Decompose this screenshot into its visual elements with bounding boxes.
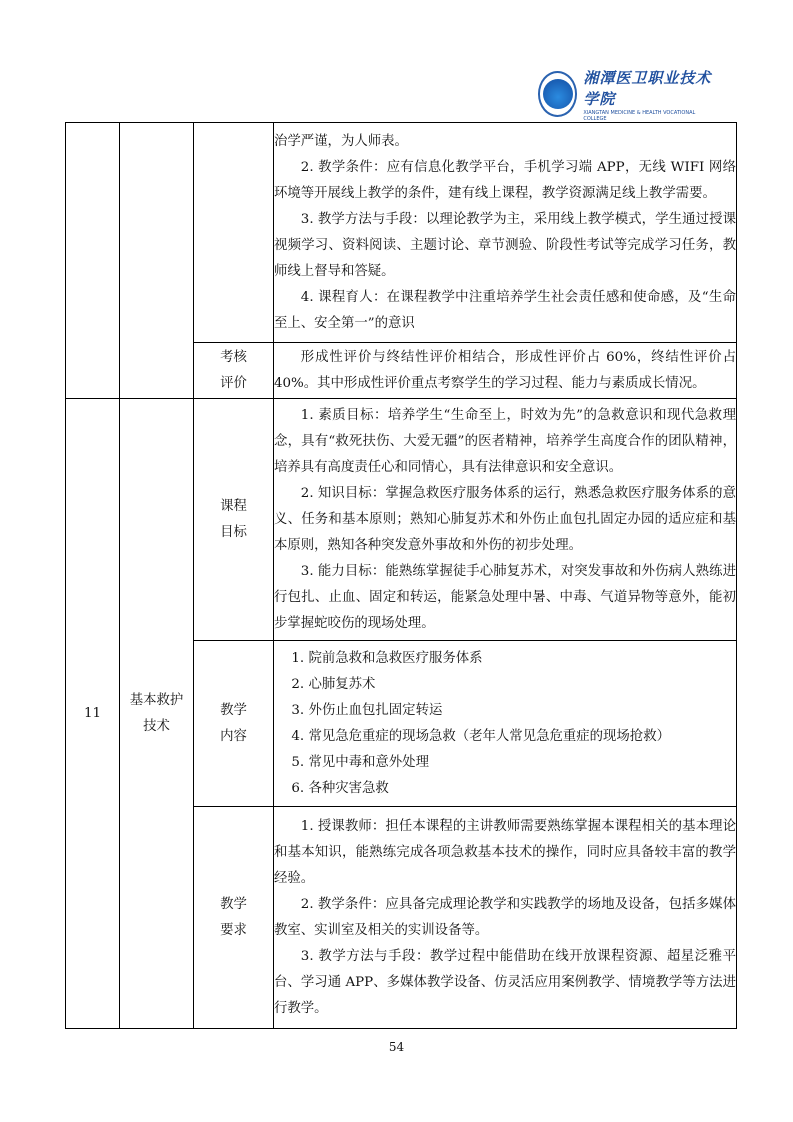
content-label-cell: [194, 641, 274, 807]
goal-item-quality: 1. 素质目标：培养学生“生命至上，时效为先”的急救意识和现代急救理念，具有“救死扶伤、大爱无疆”的医者精神，培养学生高度合作的团队精神，培养具有高度责任心和同情心，具有法律意识和安全意识。: [274, 407, 736, 475]
content-label-line1: 教学: [220, 702, 247, 718]
content-item: 5. 常见中毒和意外处理: [291, 754, 429, 770]
content-label-line2: 内容: [220, 728, 247, 744]
course-number: 11: [83, 706, 102, 721]
req-item-teacher: 1. 授课教师：担任本课程的主讲教师需要熟练掌握本课程相关的基本理论和基本知识，能熟练完成各项急救基本技术的操作，同时应具备较丰富的教学经验。: [274, 818, 736, 886]
goals-label-cell: [194, 399, 274, 641]
goals-content-cell: [274, 399, 737, 641]
college-logo: [538, 68, 718, 120]
page-number: 54: [388, 1040, 405, 1054]
goals-label-line2: 目标: [220, 524, 247, 540]
prev-req-para-1: 2. 教学条件：应有信息化教学平台，手机学习端 APP，无线 WIFI 网络环境等开展线上教学的条件，建有线上课程，教学资源满足线上教学需要。: [274, 159, 736, 201]
table-row-goals: [66, 399, 737, 641]
req-label-line2: 要求: [220, 922, 247, 938]
content-item: 1. 院前急救和急救医疗服务体系: [291, 650, 483, 666]
goals-label-line1: 课程: [220, 498, 247, 514]
assessment-text: 形成性评价与终结性评价相结合，形成性评价占 60%，终结性评价占 40%。其中形成性评价重点考察学生的学习过程、能力与素质成长情况。: [274, 349, 736, 391]
req-content-cell: [274, 807, 737, 1029]
content-item: 6. 各种灾害急救: [291, 780, 389, 796]
prev-req-content-cell: [274, 123, 737, 343]
assessment-content-cell: [274, 343, 737, 399]
goal-item-ability: 3. 能力目标：能熟练掌握徒手心肺复苏术，对突发事故和外伤病人熟练进行包扎、止血、固定和转运，能紧急处理中暑、中毒、气道异物等意外，能初步掌握蛇咬伤的现场处理。: [274, 563, 736, 631]
content-item: 4. 常见急危重症的现场急救（老年人常见急危重症的现场抢救）: [291, 728, 670, 744]
req-item-methods: 3. 教学方法与手段：教学过程中能借助在线开放课程资源、超星泛雅平台、学习通 APP、多媒体教学设备、仿灵活应用案例教学、情境教学等方法进行教学。: [274, 948, 736, 1016]
assessment-label-line2: 评价: [220, 375, 247, 391]
table-row-prev-teaching-req: [66, 123, 737, 343]
course-name-line2: 技术: [143, 718, 170, 734]
course-table: [65, 122, 737, 1029]
course-name-line1: 基本救护: [129, 692, 184, 708]
content-item: 2. 心肺复苏术: [291, 676, 376, 692]
req-label-line1: 教学: [220, 896, 247, 912]
course-name-cell: [120, 399, 194, 1029]
goal-item-knowledge: 2. 知识目标：掌握急救医疗服务体系的运行，熟悉急救医疗服务体系的意义、任务和基本原则；熟知心肺复苏术和外伤止血包扎固定办园的适应症和基本原则，熟知各种突发意外事故和外伤的初步处理。: [274, 485, 736, 553]
prev-req-para-2: 3. 教学方法与手段：以理论教学为主，采用线上教学模式，学生通过授课视频学习、资料阅读、主题讨论、章节测验、阶段性考试等完成学习任务，教师线上督导和答疑。: [274, 211, 736, 279]
content-list-cell: [274, 641, 737, 807]
assessment-label-line1: 考核: [220, 349, 247, 365]
content-item: 3. 外伤止血包扎固定转运: [291, 702, 443, 718]
assessment-label-cell: [194, 343, 274, 399]
prev-req-para-3: 4. 课程育人：在课程教学中注重培养学生社会责任感和使命感，及“生命至上、安全第一”的意识: [274, 289, 736, 331]
req-label-cell: [194, 807, 274, 1029]
req-item-conditions: 2. 教学条件：应具备完成理论教学和实践教学的场地及设备，包括多媒体教室、实训室及相关的实训设备等。: [274, 896, 736, 938]
prev-number-cell: [66, 123, 120, 399]
prev-req-para-0: 治学严谨，为人师表。: [274, 133, 408, 149]
college-emblem-icon: [538, 71, 577, 117]
course-number-cell: [66, 399, 120, 1029]
logo-chinese-name: 湘潭医卫职业技术学院: [583, 68, 712, 108]
prev-course-name-cell: [120, 123, 194, 399]
logo-english-name: XIANGTAN MEDICINE & HEALTH VOCATIONAL COLLEGE: [583, 109, 696, 122]
prev-req-label-cell: [194, 123, 274, 343]
